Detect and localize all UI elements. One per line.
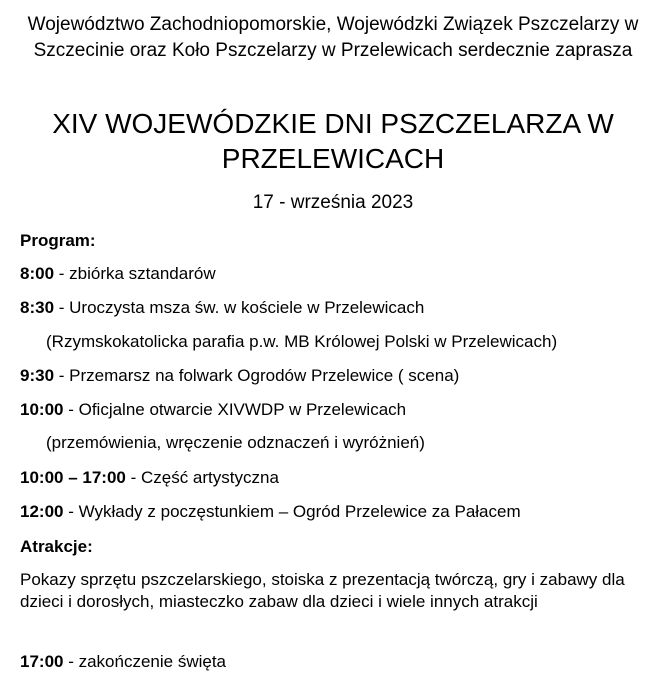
attractions-text: Pokazy sprzętu pszczelarskiego, stoiska z prezentacją twórczą, gry i zabawy dla dzieci i dorosłych, miasteczko zabaw dla dzieci i wiele innych atrakcji [20,570,625,611]
program-note: (Rzymskokatolicka parafia p.w. MB Królowej Polski w Przelewicach) [46,332,558,351]
program-item: 9:30 - Przemarsz na folwark Ogrodów Przelewice ( scena) [20,366,460,385]
program-item: 10:00 - Oficjalne otwarcie XIVWDP w Przelewicach [20,400,407,419]
program-item: 12:00 - Wykłady z poczęstunkiem – Ogród Przelewice za Pałacem [20,502,521,521]
program-item: 8:30 - Uroczysta msza św. w kościele w Przelewicach [20,298,425,317]
program-note: (przemówienia, wręczenie odznaczeń i wyróżnień) [46,433,425,452]
closing-item: 17:00 - zakończenie święta [20,652,227,671]
program-item: 10:00 – 17:00 - Część artystyczna [20,468,279,487]
event-title: XIV WOJEWÓDZKIE DNI PSZCZELARZA W PRZELEWICACH [52,108,614,174]
intro-text: Województwo Zachodniopomorskie, Wojewódzki Związek Pszczelarzy w Szczecinie oraz Koło Pszczelarzy w Przelewicach serdecznie zaprasza [27,14,639,61]
program-item: 8:00 - zbiórka sztandarów [20,264,216,283]
attractions-heading: Atrakcje: [20,537,93,556]
program-heading: Program: [20,231,96,250]
event-date: 17 - września 2023 [252,192,414,213]
